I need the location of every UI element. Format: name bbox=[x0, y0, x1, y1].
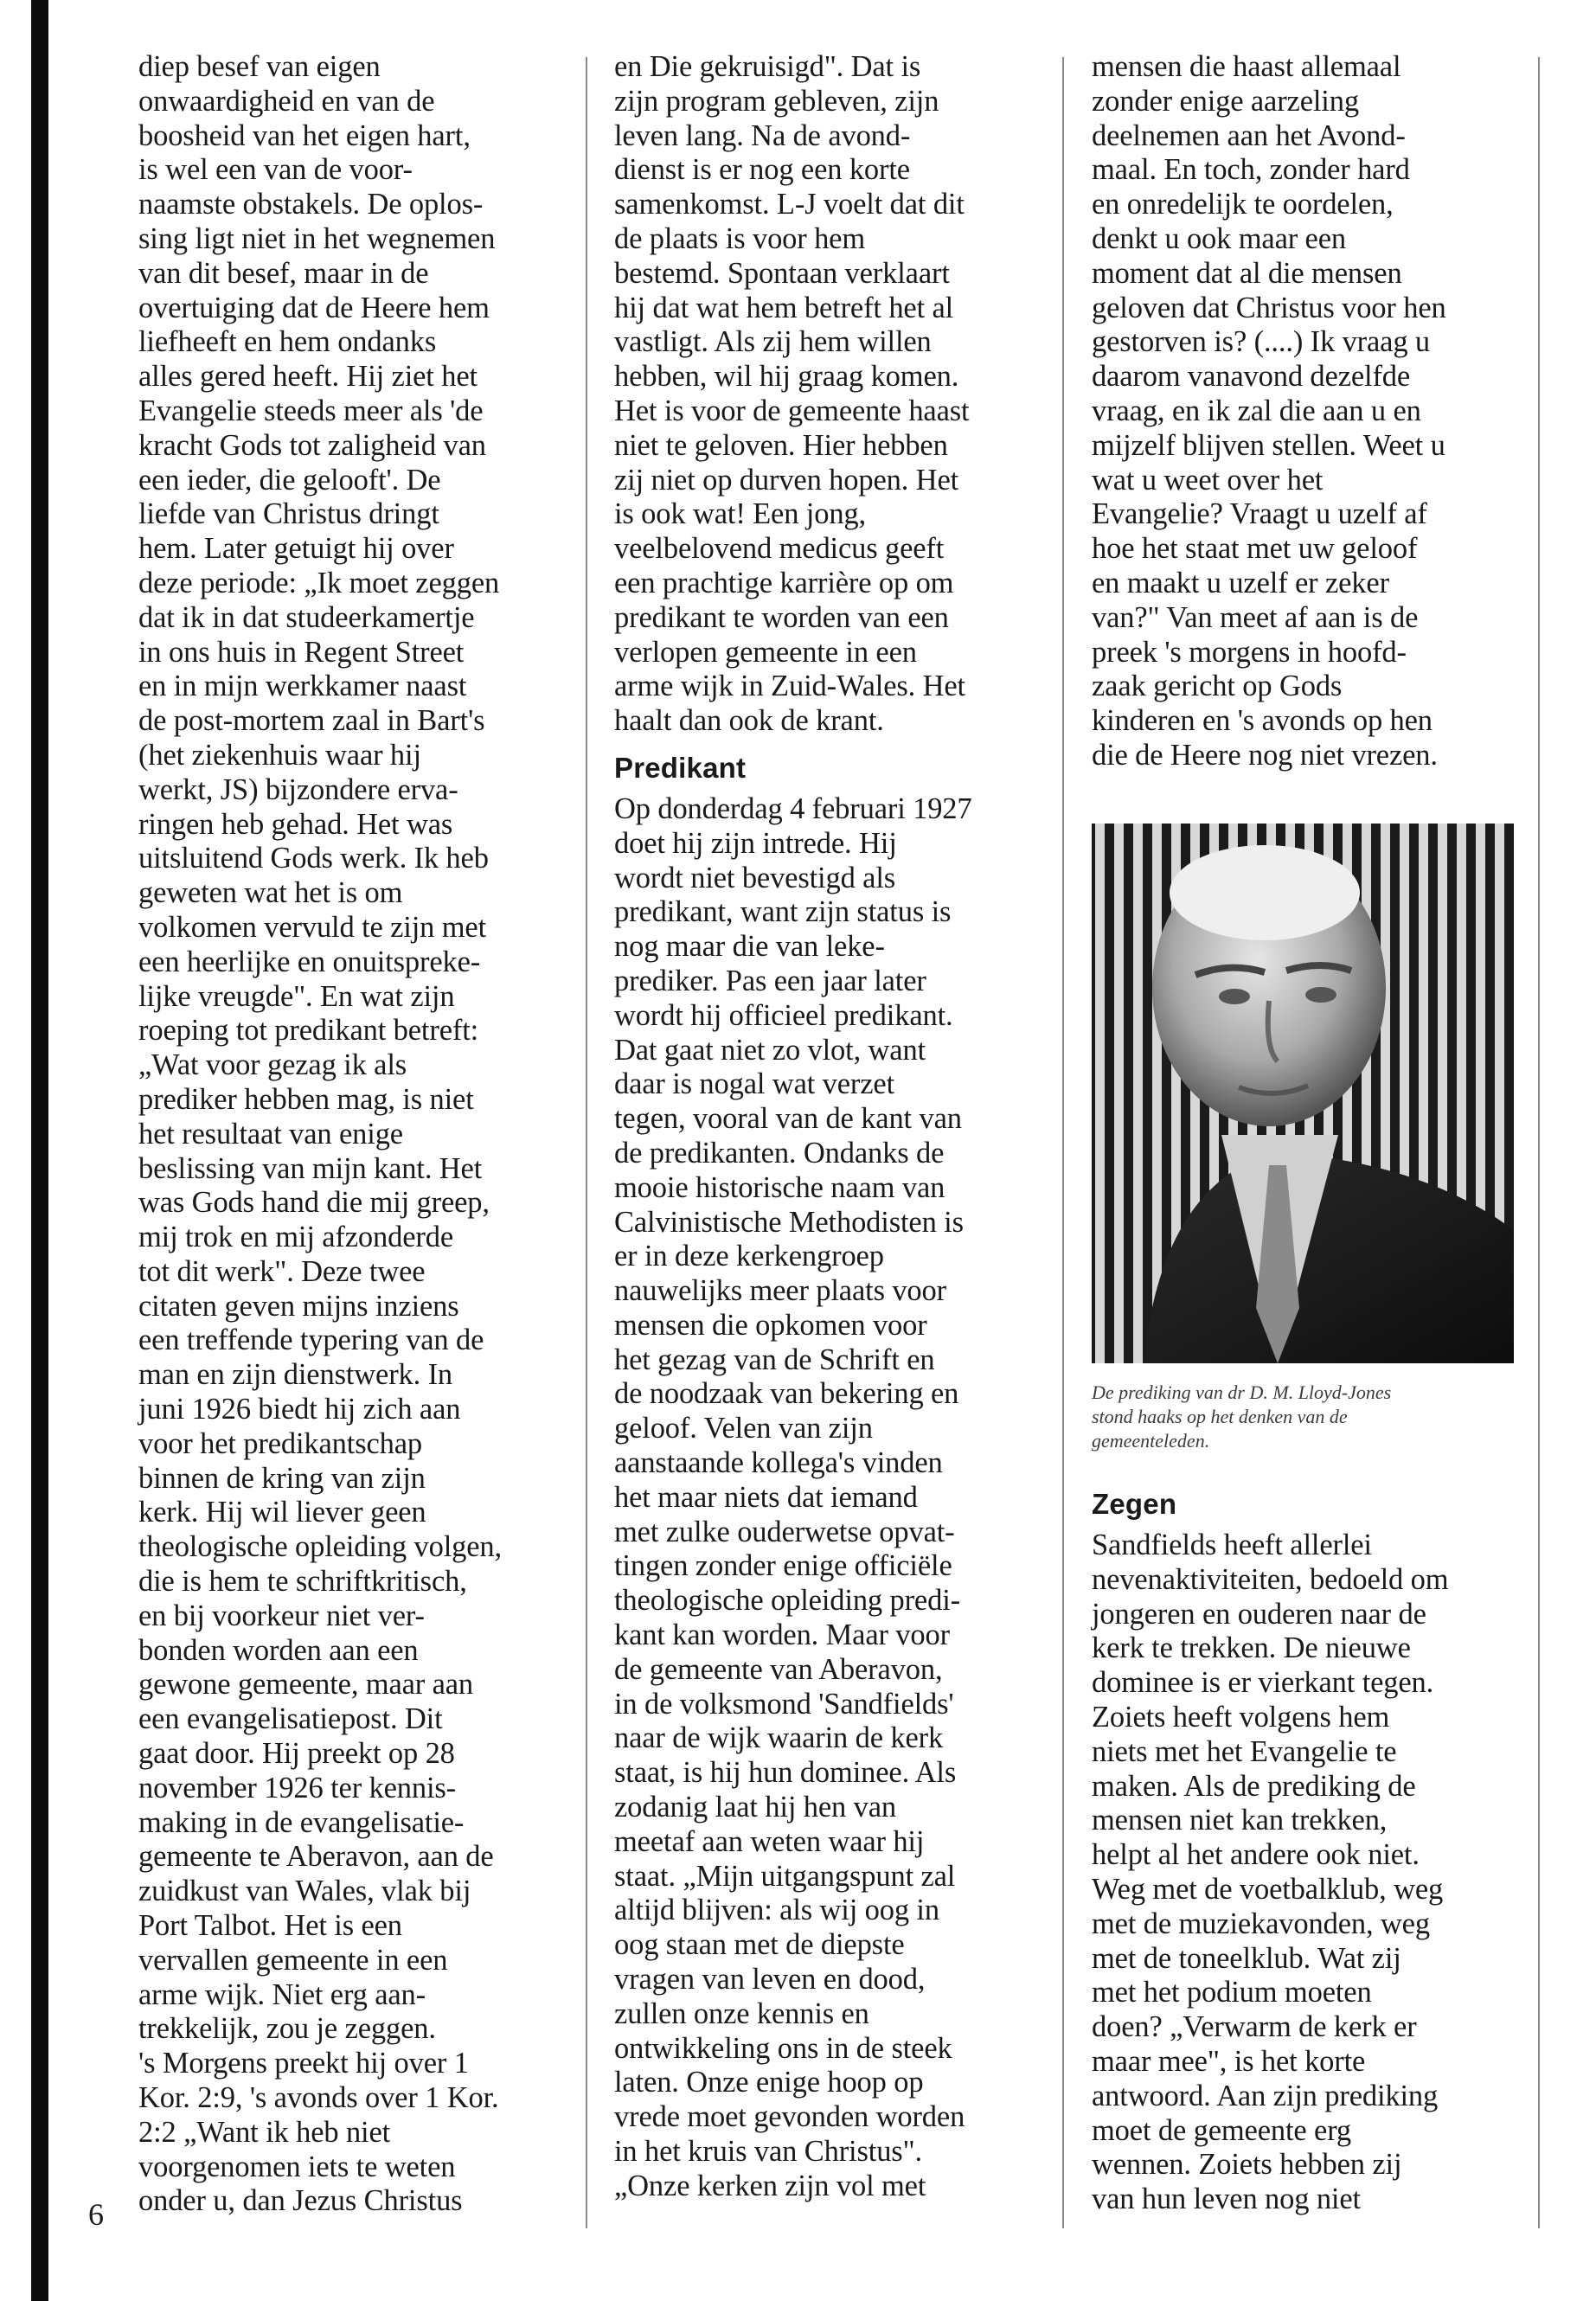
text-line: geweten wat het is om bbox=[138, 876, 403, 910]
text-line: naamste obstakels. De oplos- bbox=[138, 188, 484, 221]
text-line: Het is voor de gemeente haast bbox=[614, 394, 970, 427]
text-line: onder u, dan Jezus Christus bbox=[138, 2184, 463, 2218]
text-line: vrede moet gevonden worden bbox=[614, 2100, 965, 2134]
text-line: gaat door. Hij preekt op 28 bbox=[138, 1737, 455, 1771]
text-line: gewone gemeente, maar aan bbox=[138, 1668, 474, 1702]
text-line: gestorven is? (....) Ik vraag u bbox=[1092, 325, 1431, 359]
text-line: Weg met de voetbalklub, weg bbox=[1092, 1872, 1444, 1906]
text-line: nevenaktiviteiten, bedoeld om bbox=[1092, 1562, 1449, 1596]
text-line: uitsluitend Gods werk. Ik heb bbox=[138, 842, 489, 875]
text-line: wordt hij officieel predikant. bbox=[614, 998, 953, 1032]
text-line: een treffende typering van de bbox=[138, 1324, 484, 1357]
text-line: maken. Als de prediking de bbox=[1092, 1769, 1416, 1803]
text-line: arme wijk in Zuid-Wales. Het bbox=[614, 670, 965, 703]
text-line: staat. „Mijn uitgangspunt zal bbox=[614, 1859, 956, 1893]
text-line: gemeente te Aberavon, aan de bbox=[138, 1840, 494, 1874]
text-line: zullen onze kennis en bbox=[614, 1997, 869, 2030]
text-line: Evangelie? Vraagt u uzelf af bbox=[1092, 497, 1427, 531]
text-line: nog maar die van leke- bbox=[614, 930, 885, 964]
text-line: 's Morgens preekt hij over 1 bbox=[138, 2047, 469, 2080]
text-line: vastligt. Als zij hem willen bbox=[614, 325, 932, 359]
text-line: de plaats is voor hem bbox=[614, 221, 866, 255]
text-line: met de muziekavonden, weg bbox=[1092, 1907, 1430, 1940]
text-line: een heerlijke en onuitspreke- bbox=[138, 945, 481, 978]
text-line: bonden worden aan een bbox=[138, 1633, 419, 1667]
text-line: het maar niets dat iemand bbox=[614, 1480, 918, 1514]
text-line: man en zijn dienstwerk. In bbox=[138, 1358, 453, 1392]
text-line: verlopen gemeente in een bbox=[614, 635, 917, 669]
text-line: arme wijk. Niet erg aan- bbox=[138, 1977, 426, 2011]
text-line: hem. Later getuigt hij over bbox=[138, 532, 454, 566]
text-line: bestemd. Spontaan verklaart bbox=[614, 256, 950, 290]
page-number: 6 bbox=[88, 2197, 104, 2232]
text-line: nauwelijks meer plaats voor bbox=[614, 1274, 946, 1308]
text-line: kracht Gods tot zaligheid van bbox=[138, 428, 486, 462]
text-line: is ook wat! Een jong, bbox=[614, 497, 867, 531]
text-line: het resultaat van enige bbox=[138, 1117, 403, 1150]
text-line: hebben, wil hij graag komen. bbox=[614, 360, 959, 394]
photo-caption bbox=[1092, 1381, 1524, 1453]
text-line: zij niet op durven hopen. Het bbox=[614, 463, 959, 497]
text-line: een evangelisatiepost. Dit bbox=[138, 1702, 443, 1736]
text-line: Zoiets heeft volgens hem bbox=[1092, 1700, 1390, 1734]
text-line: voorgenomen iets te weten bbox=[138, 2150, 456, 2183]
text-line: stond haaks op het denken van de bbox=[1092, 1406, 1348, 1427]
text-line: Dat gaat niet zo vlot, want bbox=[614, 1033, 926, 1067]
text-line: mij trok en mij afzonderde bbox=[138, 1221, 453, 1254]
text-line: citaten geven mijns inziens bbox=[138, 1289, 459, 1323]
text-line: met het podium moeten bbox=[1092, 1976, 1372, 2009]
text-line: mensen niet kan trekken, bbox=[1092, 1804, 1388, 1837]
text-line: vragen van leven en dood, bbox=[614, 1963, 926, 1997]
text-line: mijzelf blijven stellen. Weet u bbox=[1092, 428, 1445, 462]
text-line: doet hij zijn intrede. Hij bbox=[614, 826, 897, 860]
text-line: en maakt u uzelf er zeker bbox=[1092, 566, 1389, 599]
text-line: onwaardigheid en van de bbox=[138, 84, 435, 118]
text-line: oog staan met de diepste bbox=[614, 1928, 905, 1962]
text-line: predikant, want zijn status is bbox=[614, 895, 952, 929]
text-line: kerk te trekken. De nieuwe bbox=[1092, 1631, 1411, 1665]
col3-text-top bbox=[1092, 50, 1524, 773]
text-line: tot dit werk". Deze twee bbox=[138, 1254, 426, 1288]
col2-text-top bbox=[614, 50, 1047, 739]
text-line: Port Talbot. Het is een bbox=[138, 1909, 402, 1943]
text-line: Calvinistische Methodisten is bbox=[614, 1205, 964, 1239]
text-line: overtuiging dat de Heere hem bbox=[138, 291, 490, 324]
text-line: juni 1926 biedt hij zich aan bbox=[138, 1393, 461, 1426]
column-2 bbox=[614, 50, 1047, 2204]
text-line: zijn program gebleven, zijn bbox=[614, 84, 939, 118]
text-line: kinderen en 's avonds op hen bbox=[1092, 704, 1433, 738]
column-3 bbox=[1092, 50, 1524, 773]
text-line: is wel een van de voor- bbox=[138, 153, 413, 187]
text-line: dienst is er nog een korte bbox=[614, 153, 910, 187]
text-line: „Onze kerken zijn vol met bbox=[614, 2169, 926, 2202]
text-line: tingen zonder enige officiële bbox=[614, 1549, 952, 1583]
text-line: roeping tot predikant betreft: bbox=[138, 1014, 479, 1048]
text-line: prediker hebben mag, is niet bbox=[138, 1082, 474, 1116]
text-line: veelbelovend medicus geeft bbox=[614, 532, 945, 566]
column-rule-3 bbox=[1538, 57, 1540, 2228]
text-line: met de toneelklub. Wat zij bbox=[1092, 1941, 1401, 1975]
text-line: Sandfields heeft allerlei bbox=[1092, 1529, 1372, 1561]
text-line: maar mee", is het korte bbox=[1092, 2044, 1366, 2078]
col2-text-bottom bbox=[614, 792, 1047, 2204]
text-line: volkomen vervuld te zijn met bbox=[138, 910, 487, 944]
text-line: dominee is er vierkant tegen. bbox=[1092, 1666, 1434, 1700]
text-line: sing ligt niet in het wegnemen bbox=[138, 221, 496, 255]
text-line: maal. En toch, zonder hard bbox=[1092, 153, 1410, 187]
page-edge-bar bbox=[31, 0, 48, 2301]
text-line: een ieder, die gelooft'. De bbox=[138, 463, 441, 497]
text-line: moet de gemeente erg bbox=[1092, 2113, 1352, 2147]
text-line: en Die gekruisigd". Dat is bbox=[614, 50, 921, 83]
text-line: diep besef van eigen bbox=[138, 50, 381, 83]
text-line: geloven dat Christus voor hen bbox=[1092, 291, 1446, 324]
text-line: altijd blijven: als wij oog in bbox=[614, 1894, 939, 1927]
column-1 bbox=[138, 50, 571, 2219]
text-line: met zulke ouderwetse opvat- bbox=[614, 1515, 955, 1548]
text-line: Kor. 2:9, 's avonds over 1 Kor. bbox=[138, 2081, 499, 2115]
text-line: trekkelijk, zou je zeggen. bbox=[138, 2012, 436, 2046]
text-line: lijke vreugde". En wat zijn bbox=[138, 979, 455, 1013]
text-line: de gemeente van Aberavon, bbox=[614, 1652, 943, 1686]
text-line: november 1926 ter kennis- bbox=[138, 1771, 457, 1804]
text-line: samenkomst. L-J voelt dat dit bbox=[614, 188, 965, 221]
text-line: voor het predikantschap bbox=[138, 1426, 423, 1460]
text-line: liefheeft en hem ondanks bbox=[138, 325, 437, 359]
text-line: prediker. Pas een jaar later bbox=[614, 964, 926, 997]
text-line: wat u weet over het bbox=[1092, 463, 1324, 497]
column-rule-2 bbox=[1062, 57, 1064, 2228]
text-line: van dit besef, maar in de bbox=[138, 256, 429, 290]
text-line: en bij voorkeur niet ver- bbox=[138, 1599, 425, 1632]
text-line: theologische opleiding predi- bbox=[614, 1584, 960, 1618]
text-line: van?" Van meet af aan is de bbox=[1092, 600, 1419, 634]
text-line: theologische opleiding volgen, bbox=[138, 1530, 502, 1564]
text-line: geloof. Velen van zijn bbox=[614, 1412, 873, 1445]
text-line: hoe het staat met uw geloof bbox=[1092, 532, 1418, 566]
text-line: laten. Onze enige hoop op bbox=[614, 2066, 924, 2099]
text-line: die de Heere nog niet vrezen. bbox=[1092, 738, 1438, 772]
text-line: helpt al het andere ook niet. bbox=[1092, 1838, 1420, 1872]
section-heading-zegen: Zegen bbox=[1092, 1488, 1177, 1520]
text-line: zodanig laat hij hen van bbox=[614, 1791, 896, 1824]
text-line: vraag, en ik zal die aan u en bbox=[1092, 394, 1421, 427]
portrait-image bbox=[1092, 824, 1514, 1363]
col1-text bbox=[138, 50, 571, 2219]
text-line: was Gods hand die mij greep, bbox=[138, 1186, 490, 1220]
text-line: in ons huis in Regent Street bbox=[138, 635, 465, 669]
text-line: het gezag van de Schrift en bbox=[614, 1343, 935, 1376]
text-line: predikant te worden van een bbox=[614, 600, 949, 634]
text-line: mensen die haast allemaal bbox=[1092, 50, 1401, 83]
column-3-lower bbox=[1092, 1484, 1524, 2217]
text-line: leven lang. Na de avond- bbox=[614, 119, 911, 152]
text-line: preek 's morgens in hoofd- bbox=[1092, 635, 1407, 669]
text-line: hij dat wat hem betreft het al bbox=[614, 291, 954, 324]
text-line: tegen, vooral van de kant van bbox=[614, 1102, 962, 1136]
text-line: alles gered heeft. Hij ziet het bbox=[138, 360, 478, 394]
text-line: antwoord. Aan zijn prediking bbox=[1092, 2079, 1439, 2112]
text-line: in de volksmond 'Sandfields' bbox=[614, 1687, 954, 1721]
text-line: daarom vanavond dezelfde bbox=[1092, 360, 1411, 394]
text-line: en in mijn werkkamer naast bbox=[138, 670, 467, 703]
column-rule-1 bbox=[586, 57, 587, 2228]
text-line: „Wat voor gezag ik als bbox=[138, 1048, 407, 1082]
text-line: doen? „Verwarm de kerk er bbox=[1092, 2010, 1417, 2044]
text-line: een prachtige karrière op om bbox=[614, 566, 954, 599]
text-line: liefde van Christus dringt bbox=[138, 497, 439, 531]
text-line: wennen. Zoiets hebben zij bbox=[1092, 2148, 1402, 2182]
text-line: dat ik in dat studeerkamertje bbox=[138, 600, 475, 634]
text-line: werkt, JS) bijzondere erva- bbox=[138, 772, 458, 806]
text-line: moment dat al die mensen bbox=[1092, 256, 1402, 290]
text-line: ontwikkeling ons in de steek bbox=[614, 2031, 952, 2065]
section-heading-predikant: Predikant bbox=[614, 751, 747, 784]
text-line: aanstaande kollega's vinden bbox=[614, 1446, 943, 1480]
text-line: beslissing van mijn kant. Het bbox=[138, 1151, 483, 1185]
text-line: binnen de kring van zijn bbox=[138, 1461, 426, 1495]
text-line: zaak gericht op Gods bbox=[1092, 670, 1343, 703]
col3-text-bottom bbox=[1092, 1529, 1524, 2217]
text-line: kant kan worden. Maar voor bbox=[614, 1618, 950, 1652]
text-line: en onredelijk te oordelen, bbox=[1092, 188, 1394, 221]
text-line: jongeren en ouderen naar de bbox=[1092, 1597, 1426, 1631]
text-line: deze periode: „Ik moet zeggen bbox=[138, 566, 500, 599]
text-line: (het ziekenhuis waar hij bbox=[138, 738, 421, 772]
text-line: making in de evangelisatie- bbox=[138, 1805, 465, 1839]
text-line: ringen heb gehad. Het was bbox=[138, 807, 453, 841]
text-line: er in deze kerkengroep bbox=[614, 1240, 884, 1273]
text-line: niet te geloven. Hier hebben bbox=[614, 428, 948, 462]
text-line: mooie historische naam van bbox=[614, 1170, 945, 1204]
text-line: daar is nogal wat verzet bbox=[614, 1067, 894, 1101]
text-line: de predikanten. Ondanks de bbox=[614, 1136, 945, 1170]
text-line: deelnemen aan het Avond- bbox=[1092, 119, 1406, 152]
text-line: gemeenteleden. bbox=[1092, 1430, 1210, 1452]
text-line: niets met het Evangelie te bbox=[1092, 1734, 1397, 1768]
text-line: van hun leven nog niet bbox=[1092, 2182, 1361, 2216]
text-line: de post-mortem zaal in Bart's bbox=[138, 704, 485, 738]
text-line: kerk. Hij wil liever geen bbox=[138, 1496, 426, 1529]
text-line: denkt u ook maar een bbox=[1092, 221, 1346, 255]
text-line: staat, is hij hun dominee. Als bbox=[614, 1756, 957, 1790]
text-line: in het kruis van Christus". bbox=[614, 2135, 922, 2169]
text-line: boosheid van het eigen hart, bbox=[138, 119, 471, 152]
text-line: haalt dan ook de krant. bbox=[614, 704, 884, 738]
text-line: wordt niet bevestigd als bbox=[614, 861, 896, 894]
text-line: mensen die opkomen voor bbox=[614, 1308, 927, 1342]
portrait-photo bbox=[1092, 824, 1514, 1363]
text-line: Op donderdag 4 februari 1927 bbox=[614, 792, 972, 825]
text-line: de noodzaak van bekering en bbox=[614, 1377, 959, 1411]
text-line: meetaf aan weten waar hij bbox=[614, 1824, 925, 1858]
text-line: die is hem te schriftkritisch, bbox=[138, 1565, 467, 1599]
text-line: De prediking van dr D. M. Lloyd-Jones bbox=[1092, 1381, 1392, 1403]
text-line: vervallen gemeente in een bbox=[138, 1943, 448, 1977]
text-line: naar de wijk waarin de kerk bbox=[614, 1721, 944, 1755]
text-line: zonder enige aarzeling bbox=[1092, 84, 1359, 118]
text-line: zuidkust van Wales, vlak bij bbox=[138, 1875, 471, 1908]
text-line: 2:2 „Want ik heb niet bbox=[138, 2115, 391, 2149]
text-line: Evangelie steeds meer als 'de bbox=[138, 394, 484, 427]
